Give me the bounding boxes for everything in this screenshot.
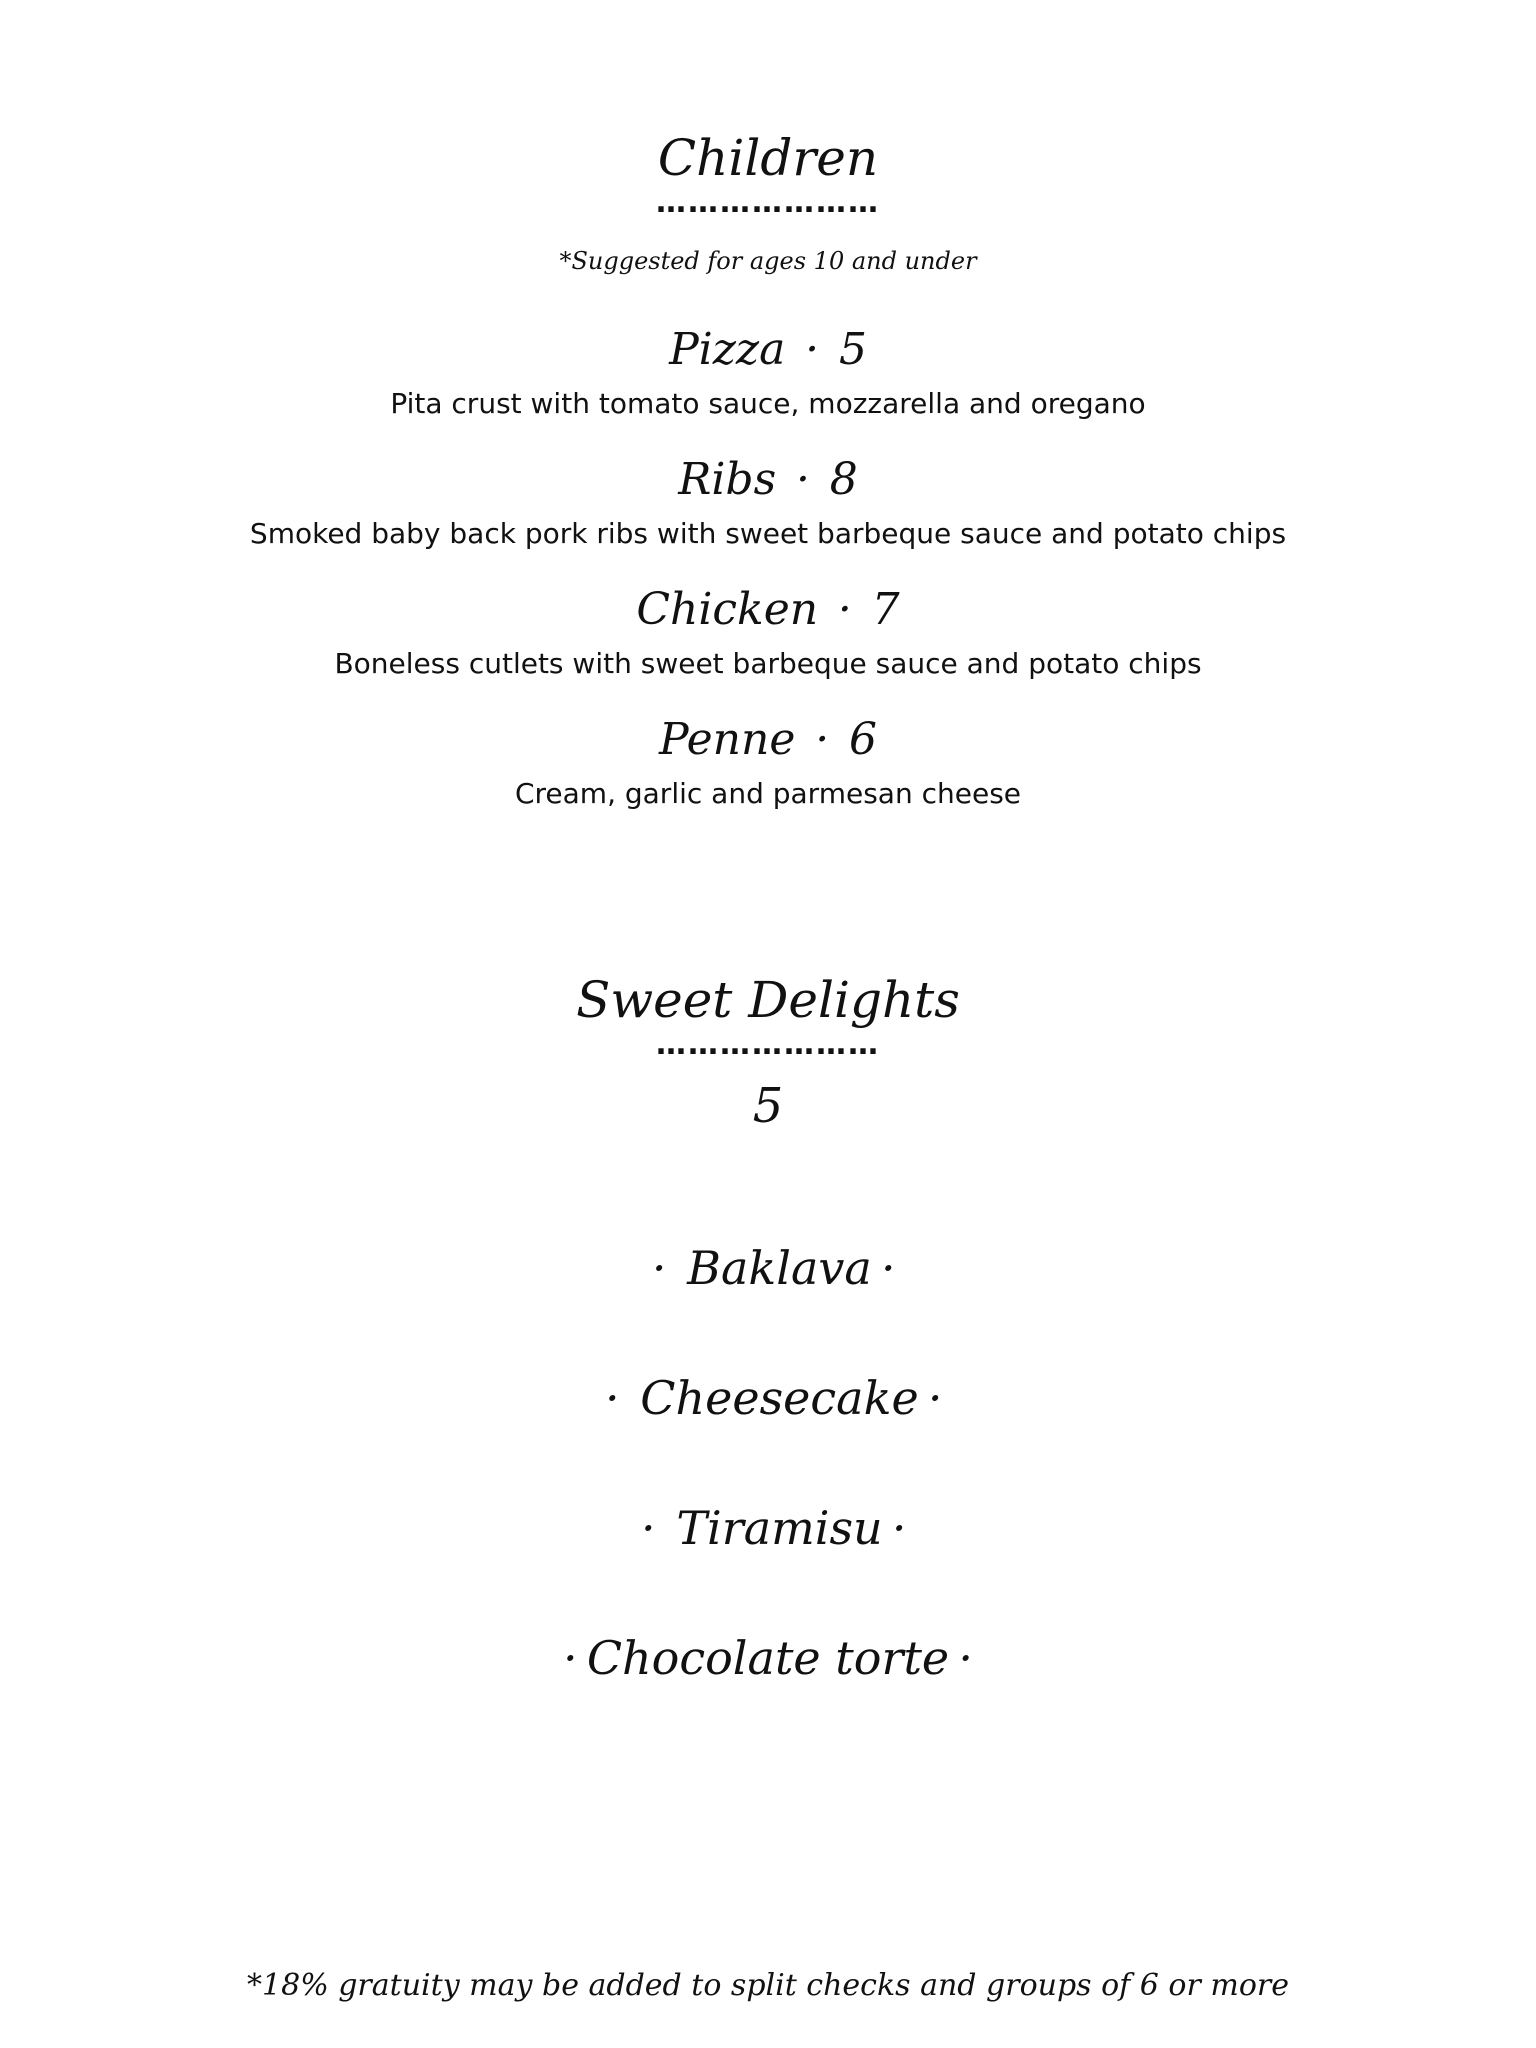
price-separator: ·: [805, 324, 820, 375]
dessert-item-baklava: [0, 1240, 1536, 1296]
bullet-left: ·: [604, 1371, 620, 1425]
menu-item-title-penne: [0, 712, 1536, 768]
item-price: 8: [829, 454, 858, 505]
menu-item-title-pizza: [0, 322, 1536, 378]
sweet-delights-title-divider: …………………: [656, 1027, 880, 1062]
gratuity-footnote: *18% gratuity may be added to split checks and groups of 6 or more: [247, 1968, 1289, 2003]
menu-item-title-chicken: [0, 582, 1536, 638]
dessert-name: Chocolate torte: [586, 1631, 950, 1685]
children-age-note: *Suggested for ages 10 and under: [559, 247, 977, 275]
menu-item-title-ribs: [0, 452, 1536, 508]
dessert-item-tiramisu: [0, 1500, 1536, 1556]
dessert-name: Cheesecake: [640, 1371, 919, 1425]
item-price: 6: [848, 714, 877, 765]
item-name: Chicken: [636, 584, 819, 635]
sweet-delights-price: 5: [752, 1078, 784, 1134]
item-name: Ribs: [678, 454, 777, 505]
item-price: 5: [838, 324, 867, 375]
bullet-left: ·: [651, 1241, 667, 1295]
price-separator: ·: [837, 584, 852, 635]
dessert-name: Baklava: [687, 1241, 872, 1295]
menu-item-description-ribs: Smoked baby back pork ribs with sweet barbeque sauce and potato chips: [249, 517, 1287, 550]
menu-item-description-penne: Cream, garlic and parmesan cheese: [514, 777, 1022, 810]
item-price: 7: [871, 584, 900, 635]
bullet-right: ·: [927, 1371, 943, 1425]
dessert-name: Tiramisu: [676, 1501, 883, 1555]
dessert-item-cheesecake: [0, 1370, 1536, 1426]
sweet-delights-section-title: Sweet Delights: [576, 971, 960, 1029]
bullet-right: ·: [958, 1631, 973, 1685]
item-name: Penne: [659, 714, 796, 765]
dessert-item-chocolate-torte: [0, 1630, 1536, 1686]
bullet-left: ·: [641, 1501, 656, 1555]
bullet-left: ·: [563, 1631, 578, 1685]
bullet-right: ·: [881, 1241, 896, 1295]
children-title-divider: …………………: [656, 185, 880, 220]
item-name: Pizza: [669, 324, 786, 375]
price-separator: ·: [815, 714, 830, 765]
bullet-right: ·: [891, 1501, 907, 1555]
menu-item-description-pizza: Pita crust with tomato sauce, mozzarella and oregano: [390, 387, 1146, 420]
menu-item-description-chicken: Boneless cutlets with sweet barbeque sauce and potato chips: [334, 647, 1202, 680]
price-separator: ·: [795, 454, 810, 505]
children-section-title: Children: [657, 129, 879, 187]
